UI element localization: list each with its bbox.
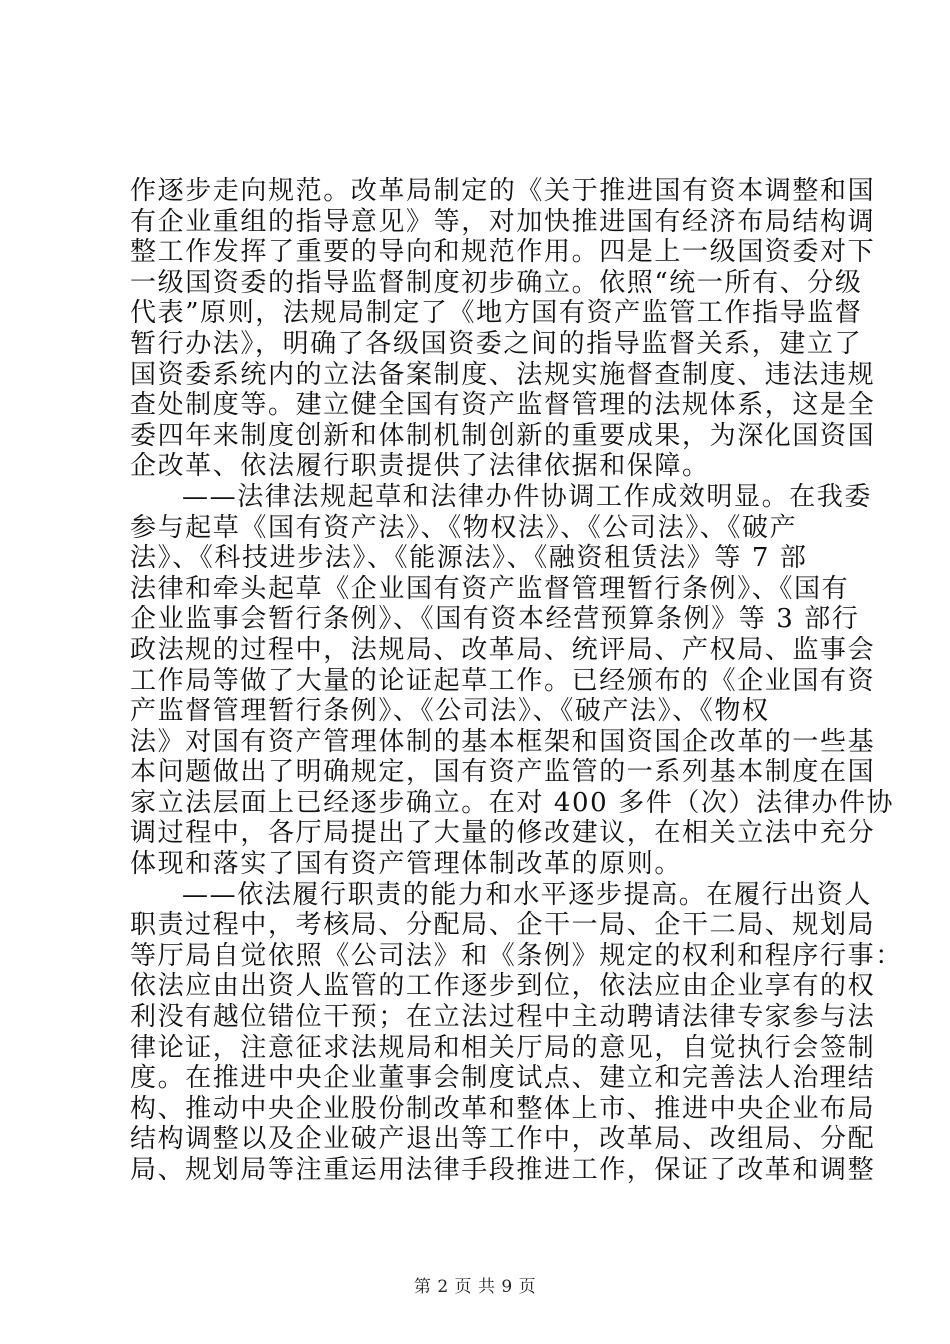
text-line: 利没有越位错位干预；在立法过程中主动聘请法律专家参与法 [130, 1002, 876, 1033]
text-line: 有企业重组的指导意见》等，对加快推进国有经济布局结构调 [130, 206, 876, 237]
body-text [130, 176, 903, 1186]
text-line: 律论证，注意征求法规局和相关厅局的意见，自觉执行会签制 [130, 1032, 876, 1063]
text-line: 等厅局自觉依照《公司法》和《条例》规定的权利和程序行事： [130, 940, 903, 971]
text-line: 产监督管理暂行条例》、《公司法》、《破产法》、《物权 [130, 696, 770, 727]
text-line: 暂行办法》，明确了各级国资委之间的指导监督关系，建立了 [130, 328, 863, 359]
text-line: 查处制度等。建立健全国有资产监督管理的法规体系，这是全 [130, 390, 876, 421]
text-line: 法》对国有资产管理体制的基本框架和国资国企改革的一些基 [130, 726, 876, 757]
paragraph-start-line: ——法律法规起草和法律办件协调工作成效明显。在我委 [182, 481, 873, 512]
text-line: 国资委系统内的立法备案制度、法规实施督查制度、违法违规 [130, 359, 876, 390]
text-line: 一级国资委的指导监督制度初步确立。依照“统一所有、分级 [130, 267, 863, 298]
text-line: 法律和牵头起草《企业国有资产监督管理暂行条例》、《国有 [130, 573, 850, 604]
page-footer [0, 1272, 950, 1297]
text-line: 体现和落实了国有资产管理体制改革的原则。 [130, 849, 683, 880]
text-line: 参与起草《国有资产法》、《物权法》、《公司法》、《破产 [130, 512, 798, 543]
text-line: 度。在推进中央企业董事会制度试点、建立和完善法人治理结 [130, 1063, 876, 1094]
paragraph-start-line: ——依法履行职责的能力和水平逐步提高。在履行出资人 [182, 879, 873, 910]
text-line: 整工作发挥了重要的导向和规范作用。四是上一级国资委对下 [130, 237, 876, 268]
text-line: 结构调整以及企业破产退出等工作中，改革局、改组局、分配 [130, 1124, 876, 1155]
text-line: 法》、《科技进步法》、《能源法》、《融资租赁法》等 7 部 [130, 543, 808, 574]
text-line: 作逐步走向规范。改革局制定的《关于推进国有资本调整和国 [130, 176, 876, 206]
text-line: 企业监事会暂行条例》、《国有资本经营预算条例》等 3 部行 [130, 604, 860, 635]
page-number: 第 2 页 共 9 页 [413, 1277, 537, 1297]
text-line: 局、规划局等注重运用法律手段推进工作，保证了改革和调整 [130, 1155, 876, 1185]
text-line: 调过程中，各厅局提出了大量的修改建议，在相关立法中充分 [130, 818, 876, 849]
text-line: 代表”原则，法规局制定了《地方国有资产监管工作指导监督 [130, 298, 863, 329]
text-line: 委四年来制度创新和体制机制创新的重要成果，为深化国资国 [130, 420, 876, 451]
text-line: 家立法层面上已经逐步确立。在对 400 多件（次）法律办件协 [130, 787, 895, 818]
text-line: 企改革、依法履行职责提供了法律依据和保障。 [130, 451, 710, 482]
text-line: 依法应由出资人监管的工作逐步到位，依法应由企业享有的权 [130, 971, 876, 1002]
text-line: 工作局等做了大量的论证起草工作。已经颁布的《企业国有资 [130, 665, 876, 696]
text-line: 政法规的过程中，法规局、改革局、统评局、产权局、监事会 [130, 634, 876, 665]
text-line: 职责过程中，考核局、分配局、企干一局、企干二局、规划局 [130, 910, 876, 941]
text-line: 本问题做出了明确规定，国有资产监管的一系列基本制度在国 [130, 757, 876, 788]
text-line: 构、推动中央企业股份制改革和整体上市、推进中央企业布局 [130, 1093, 876, 1124]
